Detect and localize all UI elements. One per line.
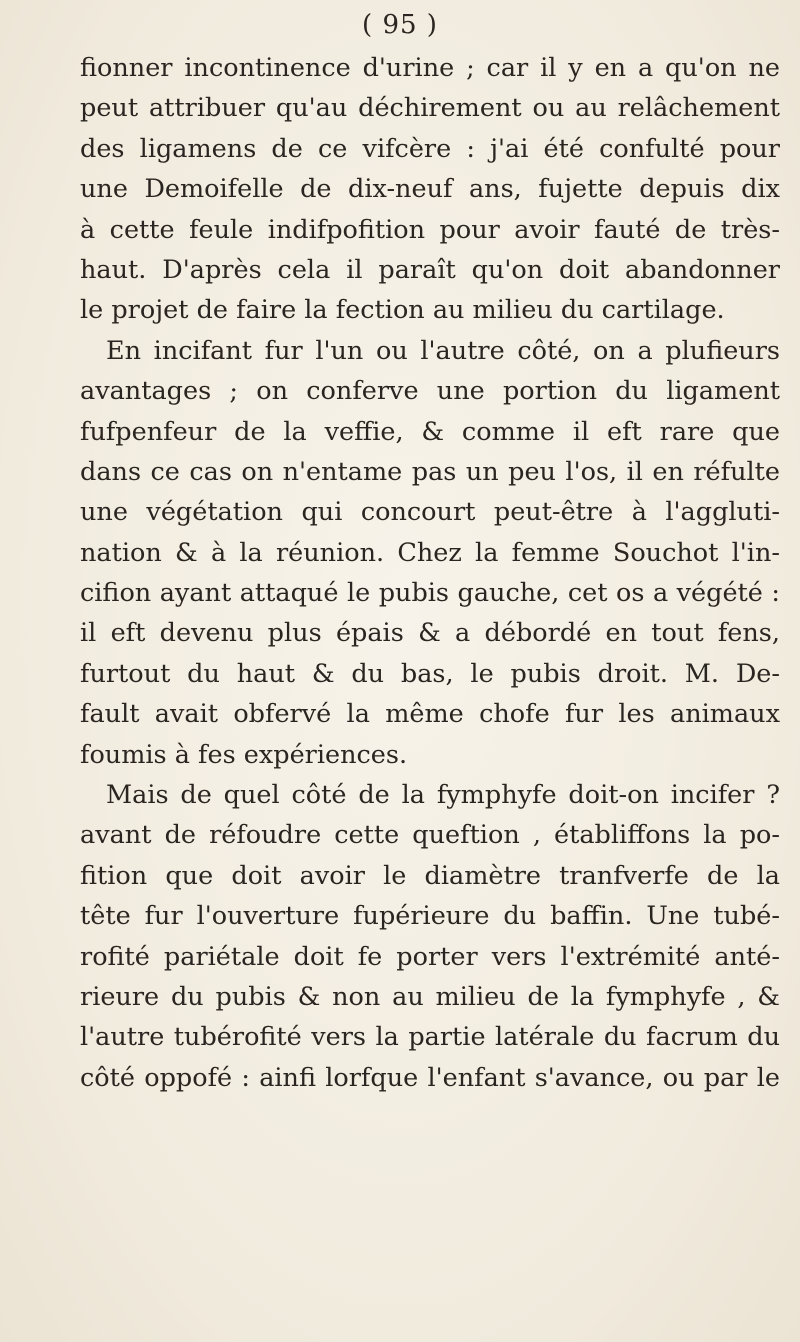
text-line: nation & à la réunion. Chez la femme Souchot l'in- xyxy=(80,537,780,568)
text-line: des ligamens de ce vifcère : j'ai été confulté pour xyxy=(80,133,780,164)
text-line: avantages ; on conferve une portion du ligament xyxy=(80,376,780,407)
text-line: En incifant fur l'un ou l'autre côté, on a plufieurs xyxy=(106,335,780,366)
text-line: fionner incontinence d'urine ; car il y en a qu'on ne xyxy=(80,53,780,83)
text-line: haut. D'après cela il paraît qu'on doit abandonner xyxy=(80,254,780,285)
text-line: cifion ayant attaqué le pubis gauche, cet os a végété : xyxy=(80,578,780,609)
page-number: ( 95 ) xyxy=(362,10,438,40)
body-text xyxy=(80,48,780,1098)
text-line: il eft devenu plus épais & a débordé en tout fens, xyxy=(80,618,780,649)
text-line: fault avait obfervé la même chofe fur les animaux xyxy=(80,699,780,730)
text-line: l'autre tubérofité vers la partie latérale du facrum du xyxy=(80,1022,780,1053)
text-line: fufpenfeur de la veffie, & comme il eft rare que xyxy=(80,416,780,447)
text-line: rieure du pubis & non au milieu de la fymphyfe , & xyxy=(80,981,780,1012)
text-line: une végétation qui concourt peut-être à l'aggluti- xyxy=(80,497,780,528)
text-line: peut attribuer qu'au déchirement ou au relâchement xyxy=(80,93,780,124)
text-line: fition que doit avoir le diamètre tranfverfe de la xyxy=(80,860,780,891)
text-line: le projet de faire la fection au milieu du cartilage. xyxy=(80,295,725,326)
text-line: tête fur l'ouverture fupérieure du baffin. Une tubé- xyxy=(80,901,780,932)
text-line: côté oppofé : ainfi lorfque l'enfant s'avance, ou par le xyxy=(80,1062,780,1093)
text-line: foumis à fes expériences. xyxy=(80,739,408,770)
text-line: avant de réfoudre cette queftion , établiffons la po- xyxy=(80,820,780,851)
text-line: rofité pariétale doit fe porter vers l'extrémité anté- xyxy=(80,941,780,972)
text-line: une Demoifelle de dix-neuf ans, fujette depuis dix xyxy=(80,174,780,205)
text-line: Mais de quel côté de la fymphyfe doit-on incifer ? xyxy=(106,780,780,811)
text-line: furtout du haut & du bas, le pubis droit. M. De- xyxy=(80,658,780,689)
text-line: dans ce cas on n'entame pas un peu l'os, il en réfulte xyxy=(80,456,780,487)
text-line: à cette feule indifpofition pour avoir fauté de très- xyxy=(80,214,780,245)
